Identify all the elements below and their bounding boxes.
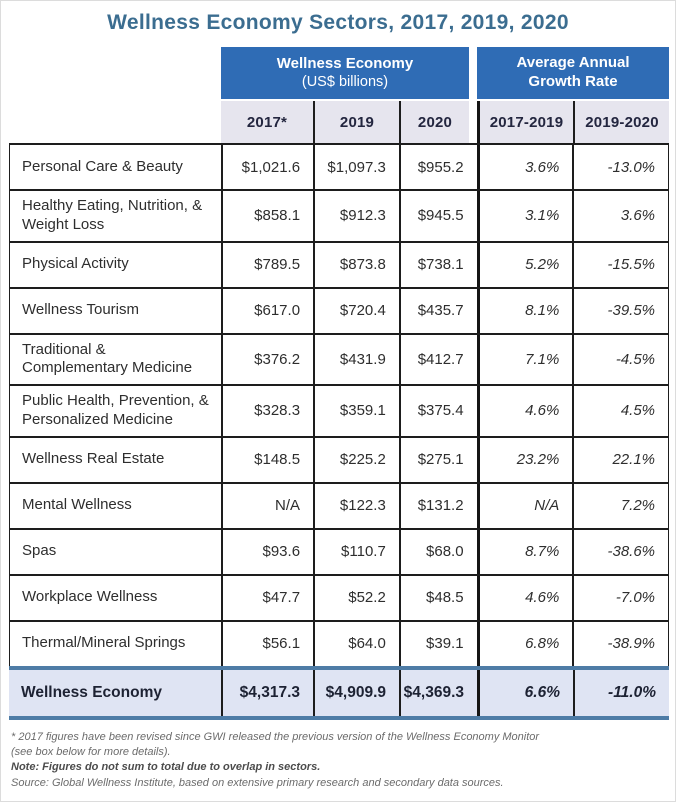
total-label: Wellness Economy — [21, 683, 162, 701]
column-header-2017: 2017* — [221, 101, 313, 143]
growth-2019-2020-cell: -38.9% — [572, 622, 668, 666]
value-2020-cell: $39.1 — [399, 622, 477, 666]
total-row — [9, 666, 669, 720]
sector-cell: Healthy Eating, Nutrition, & Weight Loss — [22, 197, 203, 233]
value-2017-cell: $47.7 — [221, 576, 313, 620]
group-header-title: Wellness Economy — [276, 54, 414, 72]
value-2019-cell: $431.9 — [313, 335, 399, 385]
growth-2017-2019-cell: 5.2% — [477, 243, 573, 287]
table-row — [9, 384, 669, 436]
growth-2019-2020-cell: 7.2% — [572, 484, 668, 528]
column-header-row — [9, 101, 669, 143]
value-2017-cell: $789.5 — [221, 243, 313, 287]
growth-2019-2020-cell: -4.5% — [572, 335, 668, 385]
sector-cell: Wellness Tourism — [22, 301, 139, 319]
value-2017-cell: $56.1 — [221, 622, 313, 666]
sector-cell: Wellness Real Estate — [22, 450, 165, 468]
table-row — [9, 333, 669, 385]
growth-2017-2019-cell: 8.1% — [477, 289, 573, 333]
sector-cell: Mental Wellness — [22, 496, 132, 514]
growth-2017-2019-cell: 4.6% — [477, 576, 573, 620]
table-row — [9, 482, 669, 528]
footnote-note: Note: Figures do not sum to total due to overlap in sectors. — [11, 761, 321, 774]
table-row — [9, 287, 669, 333]
column-header-2020: 2020 — [399, 101, 477, 143]
growth-2017-2019-cell: N/A — [477, 484, 573, 528]
footnote-source: Source: Global Wellness Institute, based on extensive primary research and secondary data sources. — [11, 776, 504, 789]
column-header-2017-2019: 2017-2019 — [477, 101, 573, 143]
growth-2019-2020-cell: -13.0% — [572, 145, 668, 189]
table-row — [9, 620, 669, 666]
growth-2019-2020-cell: 22.1% — [572, 438, 668, 482]
footnotes — [11, 730, 665, 792]
corner-spacer — [9, 47, 221, 99]
corner-spacer — [9, 101, 221, 143]
table-row — [9, 574, 669, 620]
value-2020-cell: $955.2 — [399, 145, 477, 189]
sector-cell: Personal Care & Beauty — [22, 157, 183, 175]
group-header-subtitle: Growth Rate — [528, 73, 618, 90]
value-2017-cell: $858.1 — [221, 191, 313, 241]
growth-2017-2019-cell: 4.6% — [477, 386, 573, 436]
value-2017-cell: N/A — [221, 484, 313, 528]
total-growth-2017-2019-cell: 6.6% — [477, 670, 573, 716]
sector-cell: Physical Activity — [22, 255, 129, 273]
growth-2017-2019-cell: 7.1% — [477, 335, 573, 385]
group-header-title: Average Annual — [516, 54, 630, 72]
value-2019-cell: $110.7 — [313, 530, 399, 574]
growth-2017-2019-cell: 3.6% — [477, 145, 573, 189]
value-2020-cell: $412.7 — [399, 335, 477, 385]
value-2020-cell: $48.5 — [399, 576, 477, 620]
sector-cell: Thermal/Mineral Springs — [22, 634, 186, 652]
group-header-subtitle: (US$ billions) — [301, 74, 389, 91]
column-header-2019-2020: 2019-2020 — [573, 101, 669, 143]
sector-cell: Public Health, Prevention, & Personalized Medicine — [22, 392, 209, 428]
growth-2019-2020-cell: -39.5% — [572, 289, 668, 333]
growth-2019-2020-cell: -38.6% — [572, 530, 668, 574]
sector-cell: Spas — [22, 542, 57, 560]
value-2017-cell: $328.3 — [221, 386, 313, 436]
table-body — [9, 143, 669, 666]
growth-2019-2020-cell: 3.6% — [572, 191, 668, 241]
footnote-asterisk-line2: (see box below for more details). — [11, 745, 171, 758]
footnote-asterisk-line1: * 2017 figures have been revised since GWI released the previous version of the Wellness Economy Monitor — [11, 730, 540, 743]
value-2019-cell: $359.1 — [313, 386, 399, 436]
value-2019-cell: $122.3 — [313, 484, 399, 528]
value-2019-cell: $720.4 — [313, 289, 399, 333]
value-2019-cell: $873.8 — [313, 243, 399, 287]
total-2019-cell: $4,909.9 — [313, 670, 399, 716]
value-2019-cell: $912.3 — [313, 191, 399, 241]
group-header-row — [9, 47, 669, 99]
group-header-growth-rate — [477, 47, 669, 99]
table-row — [9, 436, 669, 482]
column-header-2019: 2019 — [313, 101, 399, 143]
growth-2017-2019-cell: 3.1% — [477, 191, 573, 241]
value-2017-cell: $617.0 — [221, 289, 313, 333]
value-2020-cell: $435.7 — [399, 289, 477, 333]
value-2020-cell: $738.1 — [399, 243, 477, 287]
total-growth-2019-2020-cell: -11.0% — [573, 670, 669, 716]
value-2017-cell: $93.6 — [221, 530, 313, 574]
sector-cell: Workplace Wellness — [22, 588, 158, 606]
table-row — [9, 528, 669, 574]
value-2019-cell: $1,097.3 — [313, 145, 399, 189]
growth-2019-2020-cell: -7.0% — [572, 576, 668, 620]
growth-2017-2019-cell: 8.7% — [477, 530, 573, 574]
total-2017-cell: $4,317.3 — [221, 670, 313, 716]
total-2020-cell: $4,369.3 — [399, 670, 477, 716]
wellness-economy-table — [9, 47, 669, 720]
value-2017-cell: $1,021.6 — [221, 145, 313, 189]
group-header-wellness-economy — [221, 47, 477, 99]
table-row — [9, 143, 669, 189]
page-title: Wellness Economy Sectors, 2017, 2019, 2020 — [107, 11, 569, 34]
value-2019-cell: $52.2 — [313, 576, 399, 620]
growth-2019-2020-cell: -15.5% — [572, 243, 668, 287]
value-2020-cell: $131.2 — [399, 484, 477, 528]
value-2020-cell: $275.1 — [399, 438, 477, 482]
value-2019-cell: $64.0 — [313, 622, 399, 666]
growth-2019-2020-cell: 4.5% — [572, 386, 668, 436]
value-2020-cell: $375.4 — [399, 386, 477, 436]
growth-2017-2019-cell: 6.8% — [477, 622, 573, 666]
growth-2017-2019-cell: 23.2% — [477, 438, 573, 482]
value-2020-cell: $68.0 — [399, 530, 477, 574]
table-row — [9, 189, 669, 241]
value-2017-cell: $376.2 — [221, 335, 313, 385]
sector-cell: Traditional & Complementary Medicine — [22, 340, 193, 377]
value-2019-cell: $225.2 — [313, 438, 399, 482]
value-2020-cell: $945.5 — [399, 191, 477, 241]
value-2017-cell: $148.5 — [221, 438, 313, 482]
table-row — [9, 241, 669, 287]
